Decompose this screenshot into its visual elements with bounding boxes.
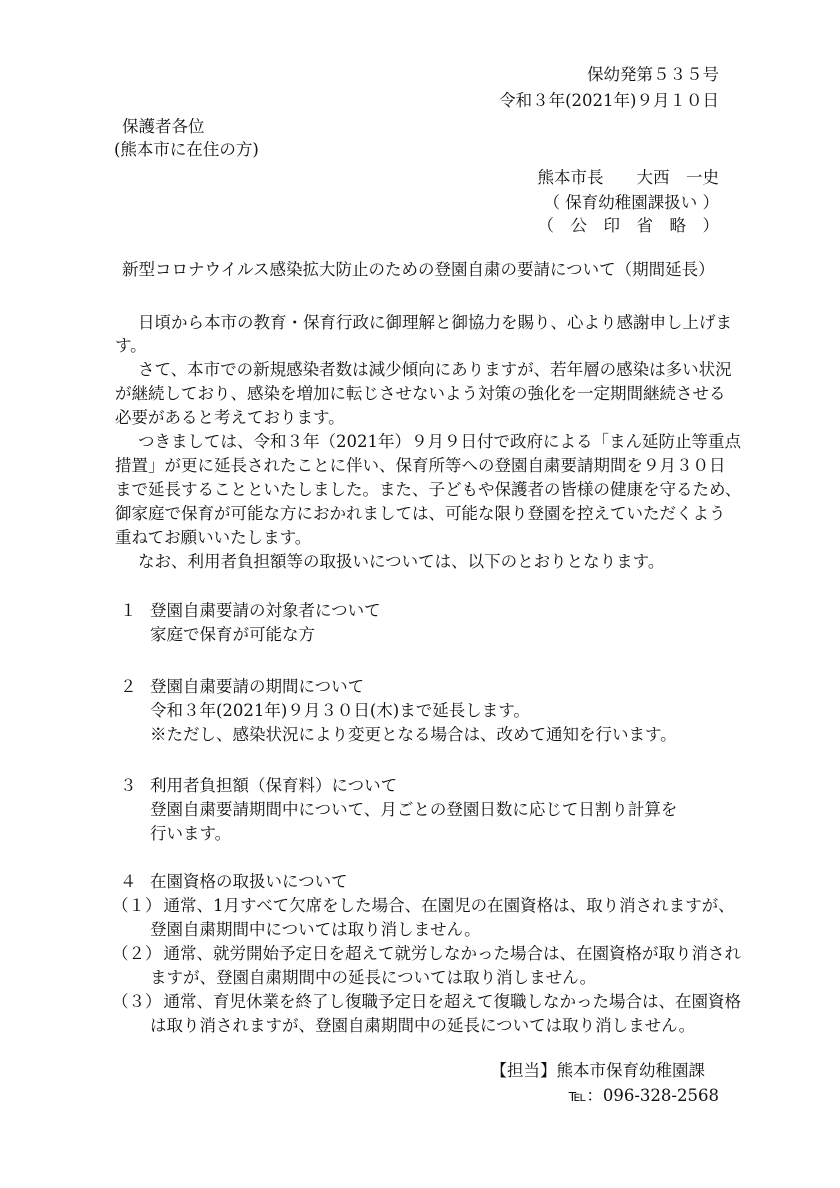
item-row: [112, 943, 741, 965]
item-label: （２）: [112, 944, 162, 963]
section-line: 行います。: [150, 824, 232, 843]
section-line: 令和３年(2021年)９月３０日(木)まで延長します。: [150, 701, 530, 720]
section-number: ３: [120, 776, 137, 795]
item-line: 登園自粛期間中については取り消しません。: [150, 920, 481, 939]
body-line: 措置」が更に延長されたことに伴い、保育所等への登園自粛要請期間を９月３０日: [115, 456, 726, 475]
item-line: 通常、1月すべて欠席をした場合、在園児の在園資格は、取り消されますが、: [163, 896, 735, 915]
document-title: 新型コロナウイルス感染拡大防止のための登園自粛の要請について（期間延長）: [122, 260, 715, 279]
seal-note: （ 公 印 省 略 ）: [537, 216, 719, 235]
sender: 熊本市長 大西 一史: [537, 168, 719, 187]
section-heading-row: [120, 871, 348, 893]
section-line: ※ただし、感染状況により変更となる場合は、改めて通知を行います。: [150, 725, 677, 744]
item-line: 通常、育児休業を終了し復職予定日を超えて復職しなかった場合は、在園資格: [163, 992, 741, 1011]
body-line: さて、本市での新規感染者数は減少傾向にありますが、若年層の感染は多い状況: [138, 360, 732, 379]
item-label: （１）: [112, 896, 162, 915]
section-line: 家庭で保育が可能な方: [150, 625, 315, 644]
sender-dept: （ 保育幼稚園課扱い ）: [543, 193, 719, 212]
section-heading-row: [120, 775, 397, 797]
item-line: 通常、就労開始予定日を超えて就労しなかった場合は、在園資格が取り消され: [163, 944, 741, 963]
body-line: まで延長することといたしました。また、子どもや保護者の皆様の健康を守るため、: [115, 480, 742, 499]
item-label: （３）: [112, 992, 162, 1011]
item-row: [112, 895, 735, 917]
doc-number: 保幼発第５３５号: [587, 65, 719, 84]
contact-department: 【担当】熊本市保育幼稚園課: [490, 1061, 705, 1080]
contact-tel: ℡：096-328-2568: [568, 1086, 719, 1105]
body-line: 重ねてお願いいたします。: [115, 528, 312, 547]
section-heading: 利用者負担額（保育料）について: [150, 776, 398, 795]
body-line: つきましては、令和３年（2021年）９月９日付で政府による「まん延防止等重点: [138, 432, 741, 451]
section-heading-row: [120, 600, 381, 622]
section-heading: 在園資格の取扱いについて: [150, 872, 348, 891]
body-line: す。: [115, 336, 147, 355]
section-heading: 登園自粛要請の期間について: [150, 677, 365, 696]
body-line: 御家庭で保育が可能な方におかれましては、可能な限り登園を控えていただくよう: [115, 504, 726, 523]
section-number: ２: [120, 677, 137, 696]
section-line: 登園自粛要請期間中について、月ごとの登園日数に応じて日割り計算を: [150, 800, 678, 819]
doc-date: 令和３年(2021年)９月１０日: [499, 91, 719, 110]
section-heading: 登園自粛要請の対象者について: [150, 601, 381, 620]
section-number: １: [120, 601, 137, 620]
item-line: ますが、登園自粛期間中の延長については取り消しません。: [150, 968, 597, 987]
body-line: 日頃から本市の教育・保育行政に御理解と御協力を賜り、心より感謝申し上げま: [138, 313, 732, 332]
addressee: 保護者各位: [122, 117, 205, 136]
item-line: は取り消されますが、登園自粛期間中の延長については取り消しません。: [150, 1016, 696, 1035]
body-line: が継続しており、感染を増加に転じさせないよう対策の強化を一定期間継続させる: [115, 384, 726, 403]
body-line: なお、利用者負担額等の取扱いについては、以下のとおりとなります。: [138, 552, 665, 571]
addressee-note: (熊本市に在住の方): [114, 140, 259, 159]
item-row: [112, 991, 741, 1013]
section-number: ４: [120, 872, 137, 891]
section-heading-row: [120, 676, 364, 698]
body-line: 必要があると考えております。: [115, 408, 345, 427]
